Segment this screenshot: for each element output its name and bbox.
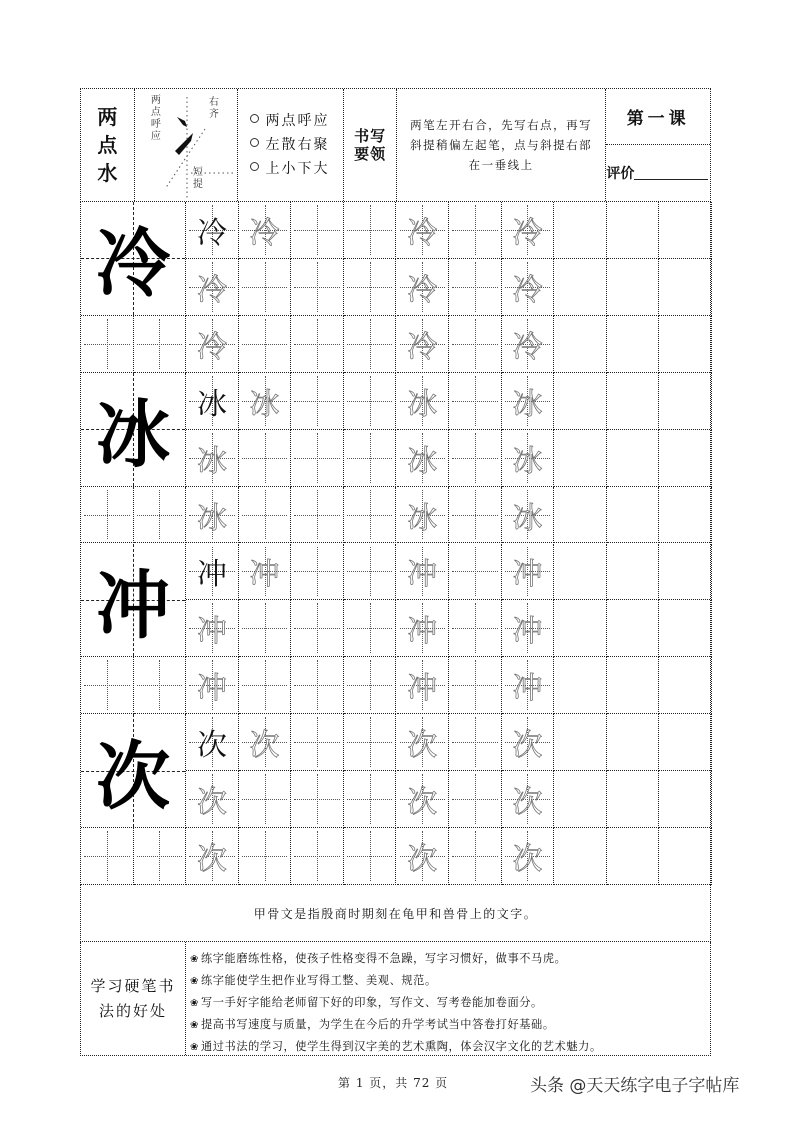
trace-character: 冰 bbox=[407, 443, 438, 479]
writing-cell[interactable] bbox=[502, 828, 555, 885]
flower-bullet-icon: ❀ bbox=[190, 976, 199, 987]
model-character: 冲 bbox=[196, 557, 227, 593]
writing-cell[interactable] bbox=[554, 544, 607, 601]
writing-cell[interactable] bbox=[186, 714, 239, 771]
writing-cell[interactable] bbox=[344, 544, 397, 601]
illustration-label-top-right: 右齐 bbox=[208, 97, 219, 120]
writing-cell[interactable] bbox=[344, 600, 397, 657]
writing-cell[interactable] bbox=[449, 487, 502, 544]
writing-cell[interactable] bbox=[659, 316, 712, 373]
writing-cell[interactable] bbox=[502, 544, 555, 601]
writing-cell[interactable] bbox=[554, 657, 607, 714]
writing-cell[interactable] bbox=[134, 657, 187, 714]
large-model-character: 冲 bbox=[96, 562, 171, 649]
benefit-item: ❀ 提高书写速度与质量，为学生在今后的升学考试当中答卷打好基础。 bbox=[190, 1014, 710, 1036]
trace-character: 次 bbox=[196, 785, 227, 821]
writing-cell[interactable] bbox=[659, 259, 712, 316]
writing-cell[interactable] bbox=[291, 316, 344, 373]
writing-cell[interactable] bbox=[397, 373, 450, 430]
trace-character: 冷 bbox=[407, 272, 438, 308]
trace-character: 次 bbox=[407, 785, 438, 821]
writing-cell[interactable] bbox=[134, 316, 187, 373]
writing-cell[interactable] bbox=[186, 544, 239, 601]
writing-cell[interactable] bbox=[449, 544, 502, 601]
trace-character: 冲 bbox=[512, 557, 543, 593]
writing-cell[interactable] bbox=[502, 714, 555, 771]
writing-cell[interactable] bbox=[239, 430, 292, 487]
writing-cell[interactable] bbox=[239, 487, 292, 544]
writing-cell[interactable] bbox=[554, 828, 607, 885]
writing-cell[interactable] bbox=[449, 373, 502, 430]
evaluation-blank[interactable] bbox=[634, 167, 708, 180]
circle-bullet-icon bbox=[250, 138, 259, 147]
trace-character: 冰 bbox=[196, 500, 227, 536]
writing-cell[interactable] bbox=[607, 544, 660, 601]
writing-cell[interactable] bbox=[186, 373, 239, 430]
trace-character: 冷 bbox=[512, 215, 543, 251]
trace-character: 冲 bbox=[407, 671, 438, 707]
writing-cell[interactable] bbox=[397, 600, 450, 657]
trace-character: 冷 bbox=[196, 329, 227, 365]
flower-bullet-icon: ❀ bbox=[190, 998, 199, 1009]
benefit-item: ❀ 练字能使学生把作业写得工整、美观、规范。 bbox=[190, 970, 710, 992]
writing-cell[interactable] bbox=[449, 430, 502, 487]
writing-cell[interactable] bbox=[239, 828, 292, 885]
large-character-box bbox=[81, 714, 186, 828]
watermark: 头条 @天天练字电子字帖库 bbox=[530, 1076, 740, 1096]
writing-cell[interactable] bbox=[607, 600, 660, 657]
trace-character: 冲 bbox=[512, 671, 543, 707]
trace-character: 冰 bbox=[512, 386, 543, 422]
model-character: 冷 bbox=[196, 215, 227, 251]
writing-cell[interactable] bbox=[397, 828, 450, 885]
trace-character: 冲 bbox=[249, 557, 280, 593]
stroke-name bbox=[81, 89, 135, 201]
circle-bullet-icon bbox=[250, 114, 259, 123]
trace-character: 冲 bbox=[512, 614, 543, 650]
writing-cell[interactable] bbox=[291, 657, 344, 714]
trace-character: 冰 bbox=[407, 500, 438, 536]
large-character-box bbox=[81, 202, 186, 316]
writing-cell[interactable] bbox=[397, 202, 450, 259]
circle-bullet-icon bbox=[250, 162, 259, 171]
writing-cell[interactable] bbox=[186, 828, 239, 885]
writing-cell[interactable] bbox=[659, 600, 712, 657]
writing-cell[interactable] bbox=[607, 259, 660, 316]
writing-cell[interactable] bbox=[291, 487, 344, 544]
writing-cell[interactable] bbox=[502, 487, 555, 544]
writing-cell[interactable] bbox=[239, 771, 292, 828]
writing-cell[interactable] bbox=[239, 259, 292, 316]
writing-cell[interactable] bbox=[554, 259, 607, 316]
writing-cell[interactable] bbox=[239, 600, 292, 657]
flower-bullet-icon: ❀ bbox=[190, 954, 199, 965]
writing-cell[interactable] bbox=[449, 259, 502, 316]
writing-cell[interactable] bbox=[344, 373, 397, 430]
benefit-item: ❀ 写一手好字能给老师留下好的印象，写作文、写考卷能加卷面分。 bbox=[190, 992, 710, 1014]
trace-character: 冲 bbox=[407, 614, 438, 650]
benefit-item: ❀ 通过书法的学习，使学生得到汉字美的艺术熏陶，体会汉字文化的艺术魅力。 bbox=[190, 1036, 710, 1058]
writing-cell[interactable] bbox=[397, 487, 450, 544]
writing-cell[interactable] bbox=[239, 544, 292, 601]
writing-cell[interactable] bbox=[344, 430, 397, 487]
trace-character: 次 bbox=[407, 842, 438, 878]
writing-cell[interactable] bbox=[659, 714, 712, 771]
writing-cell[interactable] bbox=[502, 316, 555, 373]
writing-cell[interactable] bbox=[186, 316, 239, 373]
writing-cell[interactable] bbox=[449, 828, 502, 885]
writing-cell[interactable] bbox=[291, 202, 344, 259]
benefits-section bbox=[80, 942, 711, 1056]
writing-cell[interactable] bbox=[554, 714, 607, 771]
writing-cell[interactable] bbox=[134, 487, 187, 544]
writing-cell[interactable] bbox=[659, 544, 712, 601]
writing-cell[interactable] bbox=[134, 828, 187, 885]
writing-cell[interactable] bbox=[607, 430, 660, 487]
trace-character: 次 bbox=[407, 728, 438, 764]
writing-cell[interactable] bbox=[81, 657, 134, 714]
writing-cell[interactable] bbox=[554, 771, 607, 828]
lesson-box bbox=[606, 89, 710, 201]
writing-cell[interactable] bbox=[607, 714, 660, 771]
trace-character: 冷 bbox=[512, 272, 543, 308]
writing-cell[interactable] bbox=[81, 316, 134, 373]
writing-cell[interactable] bbox=[554, 600, 607, 657]
trace-character: 冷 bbox=[512, 329, 543, 365]
writing-cell[interactable] bbox=[397, 259, 450, 316]
page-number: 第 1 页，共 72 页 bbox=[338, 1076, 449, 1090]
writing-cell[interactable] bbox=[397, 771, 450, 828]
writing-cell[interactable] bbox=[291, 373, 344, 430]
benefit-item: ❀ 练字能磨练性格，使孩子性格变得不急躁，写字习惯好，做事不马虎。 bbox=[190, 948, 710, 970]
benefits-list bbox=[186, 942, 710, 1055]
trace-character: 次 bbox=[196, 842, 227, 878]
large-model-character: 冰 bbox=[96, 392, 171, 479]
writing-cell[interactable] bbox=[239, 714, 292, 771]
writing-cell[interactable] bbox=[186, 771, 239, 828]
writing-cell[interactable] bbox=[291, 771, 344, 828]
writing-cell[interactable] bbox=[502, 202, 555, 259]
stroke-rules bbox=[238, 89, 344, 201]
trace-character: 冰 bbox=[196, 443, 227, 479]
flower-bullet-icon: ❀ bbox=[190, 1020, 199, 1031]
writing-cell[interactable] bbox=[397, 430, 450, 487]
trace-character: 冷 bbox=[249, 215, 280, 251]
writing-cell[interactable] bbox=[502, 373, 555, 430]
writing-cell[interactable] bbox=[344, 771, 397, 828]
writing-cell[interactable] bbox=[186, 202, 239, 259]
trace-character: 次 bbox=[512, 728, 543, 764]
lesson-header bbox=[80, 88, 711, 202]
writing-cell[interactable] bbox=[239, 373, 292, 430]
trace-character: 冷 bbox=[407, 215, 438, 251]
stroke-name-char: 两 bbox=[97, 105, 118, 129]
illustration-label-left: 两点呼应 bbox=[150, 95, 161, 142]
writing-cell[interactable] bbox=[397, 316, 450, 373]
writing-cell[interactable] bbox=[502, 259, 555, 316]
trace-character: 次 bbox=[512, 842, 543, 878]
large-model-character: 冷 bbox=[96, 221, 171, 308]
rule-item: 两点呼应 bbox=[250, 109, 343, 133]
writing-cell[interactable] bbox=[554, 316, 607, 373]
writing-cell[interactable] bbox=[449, 714, 502, 771]
stroke-name-char: 点 bbox=[97, 133, 118, 157]
rule-item: 上小下大 bbox=[250, 157, 343, 181]
evaluation-label: 评价 bbox=[606, 166, 635, 182]
writing-cell[interactable] bbox=[239, 316, 292, 373]
writing-cell[interactable] bbox=[397, 714, 450, 771]
illustration-label-bottom: 短提 bbox=[192, 167, 203, 190]
key-points-label: 书写要领 bbox=[344, 89, 397, 201]
fact-quote: 甲骨文是指殷商时期刻在龟甲和兽骨上的文字。 bbox=[80, 885, 711, 942]
writing-cell[interactable] bbox=[239, 202, 292, 259]
writing-cell[interactable] bbox=[554, 202, 607, 259]
large-model-character: 次 bbox=[96, 733, 171, 820]
writing-cell[interactable] bbox=[344, 259, 397, 316]
writing-cell[interactable] bbox=[502, 600, 555, 657]
trace-character: 冰 bbox=[512, 500, 543, 536]
writing-cell[interactable] bbox=[607, 373, 660, 430]
writing-cell[interactable] bbox=[449, 600, 502, 657]
writing-cell[interactable] bbox=[291, 600, 344, 657]
writing-cell[interactable] bbox=[186, 657, 239, 714]
writing-cell[interactable] bbox=[186, 487, 239, 544]
writing-cell[interactable] bbox=[607, 771, 660, 828]
writing-cell[interactable] bbox=[81, 487, 134, 544]
writing-cell[interactable] bbox=[659, 657, 712, 714]
writing-cell[interactable] bbox=[449, 316, 502, 373]
writing-cell[interactable] bbox=[344, 487, 397, 544]
writing-cell[interactable] bbox=[186, 600, 239, 657]
trace-character: 冷 bbox=[196, 272, 227, 308]
trace-character: 冰 bbox=[249, 386, 280, 422]
writing-cell[interactable] bbox=[659, 202, 712, 259]
writing-cell[interactable] bbox=[239, 657, 292, 714]
writing-cell[interactable] bbox=[659, 373, 712, 430]
trace-character: 冰 bbox=[512, 443, 543, 479]
model-character: 冰 bbox=[196, 386, 227, 422]
benefits-title: 学习硬笔书法的好处 bbox=[81, 942, 186, 1055]
writing-cell[interactable] bbox=[186, 430, 239, 487]
writing-cell[interactable] bbox=[502, 771, 555, 828]
practice-grid bbox=[80, 202, 711, 885]
trace-character: 次 bbox=[249, 728, 280, 764]
writing-cell[interactable] bbox=[554, 487, 607, 544]
writing-cell[interactable] bbox=[502, 657, 555, 714]
writing-cell[interactable] bbox=[291, 430, 344, 487]
flower-bullet-icon: ❀ bbox=[190, 1042, 199, 1053]
writing-cell[interactable] bbox=[291, 259, 344, 316]
trace-character: 冲 bbox=[196, 614, 227, 650]
writing-cell[interactable] bbox=[449, 657, 502, 714]
writing-cell[interactable] bbox=[449, 202, 502, 259]
stroke-illustration bbox=[135, 89, 239, 201]
writing-cell[interactable] bbox=[607, 487, 660, 544]
writing-cell[interactable] bbox=[607, 202, 660, 259]
trace-character: 冰 bbox=[407, 386, 438, 422]
practice-sheet bbox=[80, 88, 711, 1056]
writing-cell[interactable] bbox=[607, 316, 660, 373]
writing-cell[interactable] bbox=[344, 316, 397, 373]
writing-description: 两笔左开右合，先写右点，再写斜提稍偏左起笔，点与斜提右部在一垂线上 bbox=[397, 89, 606, 201]
writing-cell[interactable] bbox=[607, 828, 660, 885]
writing-cell[interactable] bbox=[659, 828, 712, 885]
stroke-name-char: 水 bbox=[97, 161, 118, 185]
writing-cell[interactable] bbox=[449, 771, 502, 828]
writing-cell[interactable] bbox=[291, 544, 344, 601]
writing-cell[interactable] bbox=[554, 430, 607, 487]
writing-cell[interactable] bbox=[659, 487, 712, 544]
writing-cell[interactable] bbox=[81, 828, 134, 885]
trace-character: 冷 bbox=[407, 329, 438, 365]
writing-cell[interactable] bbox=[344, 202, 397, 259]
writing-cell[interactable] bbox=[659, 430, 712, 487]
writing-cell[interactable] bbox=[397, 544, 450, 601]
lesson-title: 第一课 bbox=[606, 89, 710, 145]
trace-character: 次 bbox=[512, 785, 543, 821]
writing-cell[interactable] bbox=[502, 430, 555, 487]
model-character: 次 bbox=[196, 728, 227, 764]
writing-cell[interactable] bbox=[659, 771, 712, 828]
large-character-box bbox=[81, 544, 186, 658]
large-character-box bbox=[81, 373, 186, 487]
trace-character: 冲 bbox=[196, 671, 227, 707]
writing-cell[interactable] bbox=[291, 828, 344, 885]
evaluation-field[interactable] bbox=[606, 145, 710, 201]
trace-character: 冲 bbox=[407, 557, 438, 593]
writing-cell[interactable] bbox=[291, 714, 344, 771]
writing-cell[interactable] bbox=[344, 657, 397, 714]
writing-cell[interactable] bbox=[397, 657, 450, 714]
rule-item: 左散右聚 bbox=[250, 133, 343, 157]
writing-cell[interactable] bbox=[554, 373, 607, 430]
writing-cell[interactable] bbox=[607, 657, 660, 714]
writing-cell[interactable] bbox=[344, 828, 397, 885]
writing-cell[interactable] bbox=[186, 259, 239, 316]
writing-cell[interactable] bbox=[344, 714, 397, 771]
